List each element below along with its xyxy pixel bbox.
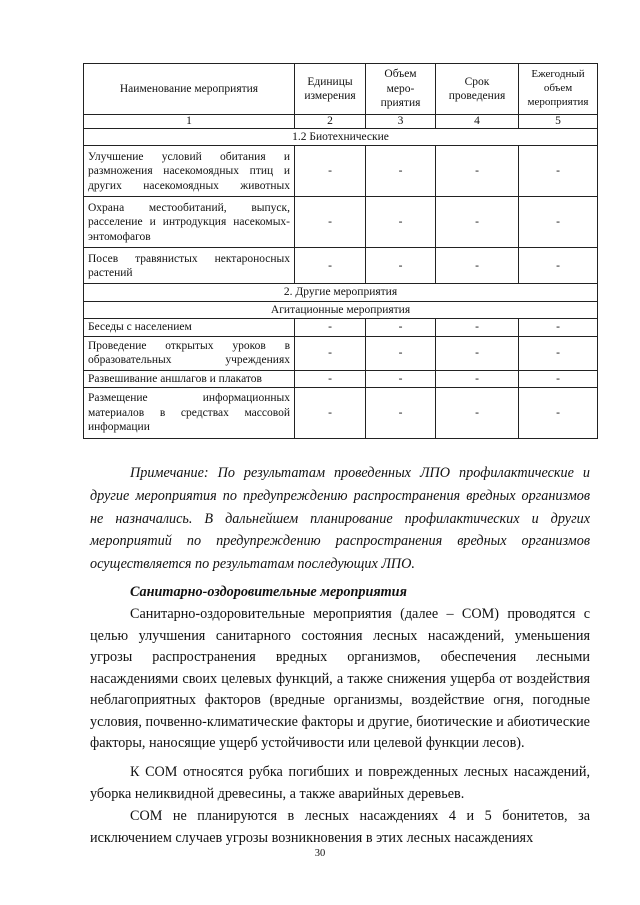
row-volume: - bbox=[366, 146, 436, 197]
body-paragraph bbox=[90, 806, 590, 849]
header-term: Срок проведения bbox=[436, 64, 519, 115]
row-name: Размещение информационных материалов в средствах массовой информации bbox=[84, 387, 295, 438]
section-heading: Санитарно-оздоровительные мероприятия bbox=[130, 584, 407, 600]
row-annual: - bbox=[519, 370, 598, 387]
section-row bbox=[84, 129, 598, 146]
table-row bbox=[84, 248, 598, 284]
row-name: Беседы с населением bbox=[84, 319, 295, 336]
row-term: - bbox=[436, 370, 519, 387]
row-volume: - bbox=[366, 387, 436, 438]
note-text: Примечание: По результатам проведенных ЛПО профилактические и другие мероприятия по предупреждению распространения вредных организмов не назначались. В дальнейшем планирование профилактических и других мероприятий по предупреждению распространения вредных организмов осуществляется по результатам последующих ЛПО. bbox=[90, 465, 590, 573]
table-header-row bbox=[84, 64, 598, 115]
body-paragraph bbox=[90, 762, 590, 805]
row-term: - bbox=[436, 336, 519, 370]
row-term: - bbox=[436, 319, 519, 336]
header-unit: Единицы измерения bbox=[295, 64, 366, 115]
table-note bbox=[90, 462, 590, 576]
row-name: Охрана местообитаний, выпуск, расселение и интродукция насекомых-энтомофагов bbox=[84, 197, 295, 248]
row-unit: - bbox=[295, 248, 366, 284]
header-annual: Ежегодный объем мероприятия bbox=[519, 64, 598, 115]
row-volume: - bbox=[366, 197, 436, 248]
row-annual: - bbox=[519, 146, 598, 197]
row-volume: - bbox=[366, 319, 436, 336]
measures-table bbox=[83, 63, 598, 439]
row-annual: - bbox=[519, 387, 598, 438]
header-name: Наименование мероприятия bbox=[84, 64, 295, 115]
table-row bbox=[84, 146, 598, 197]
row-unit: - bbox=[295, 197, 366, 248]
row-volume: - bbox=[366, 248, 436, 284]
table-row bbox=[84, 387, 598, 438]
paragraph-text: Санитарно-оздоровительные мероприятия (далее – СОМ) проводятся с целью улучшения санитарного состояния лесных насаждений, уменьшения угрозы распространения вредных организмов, обеспечения лесными насаждениями своих целевых функций, а также снижения ущерба от воздействия неблагоприятных факторов (вредные организмы, воздействие огня, погодные условия, почвенно-климатические факторы и другие, биотические и абиотические факторы, наносящие ущерб устойчивости или целевой функции лесов). bbox=[90, 606, 590, 751]
row-annual: - bbox=[519, 319, 598, 336]
row-unit: - bbox=[295, 319, 366, 336]
table-row bbox=[84, 370, 598, 387]
table-row bbox=[84, 319, 598, 336]
section-row bbox=[84, 284, 598, 301]
subsection-row bbox=[84, 301, 598, 318]
section-other: 2. Другие мероприятия bbox=[84, 284, 598, 301]
row-volume: - bbox=[366, 370, 436, 387]
section-biotech: 1.2 Биотехнические bbox=[84, 129, 598, 146]
body-paragraph bbox=[90, 604, 590, 755]
row-name: Улучшение условий обитания и размножения насекомоядных птиц и других насекомоядных животных bbox=[84, 146, 295, 197]
row-name: Развешивание аншлагов и плакатов bbox=[84, 370, 295, 387]
row-term: - bbox=[436, 387, 519, 438]
row-unit: - bbox=[295, 146, 366, 197]
column-number-row bbox=[84, 115, 598, 129]
subsection-agitation: Агитационные мероприятия bbox=[84, 301, 598, 318]
table-row bbox=[84, 197, 598, 248]
row-unit: - bbox=[295, 387, 366, 438]
row-unit: - bbox=[295, 336, 366, 370]
column-number: 4 bbox=[436, 115, 519, 129]
column-number: 5 bbox=[519, 115, 598, 129]
row-annual: - bbox=[519, 336, 598, 370]
row-annual: - bbox=[519, 248, 598, 284]
header-volume: Объем меро-приятия bbox=[366, 64, 436, 115]
row-annual: - bbox=[519, 197, 598, 248]
row-term: - bbox=[436, 146, 519, 197]
column-number: 2 bbox=[295, 115, 366, 129]
row-unit: - bbox=[295, 370, 366, 387]
column-number: 3 bbox=[366, 115, 436, 129]
column-number: 1 bbox=[84, 115, 295, 129]
page-number: 30 bbox=[314, 848, 326, 859]
table-row bbox=[84, 336, 598, 370]
row-volume: - bbox=[366, 336, 436, 370]
row-name: Проведение открытых уроков в образовательных учреждениях bbox=[84, 336, 295, 370]
row-term: - bbox=[436, 248, 519, 284]
row-name: Посев травянистых нектароносных растений bbox=[84, 248, 295, 284]
paragraph-text: СОМ не планируются в лесных насаждениях 4 и 5 бонитетов, за исключением случаев угрозы возникновения в этих лесных насаждениях bbox=[90, 808, 590, 846]
row-term: - bbox=[436, 197, 519, 248]
paragraph-text: К СОМ относятся рубка погибших и поврежденных лесных насаждений, уборка неликвидной древесины, а также аварийных деревьев. bbox=[90, 764, 590, 802]
